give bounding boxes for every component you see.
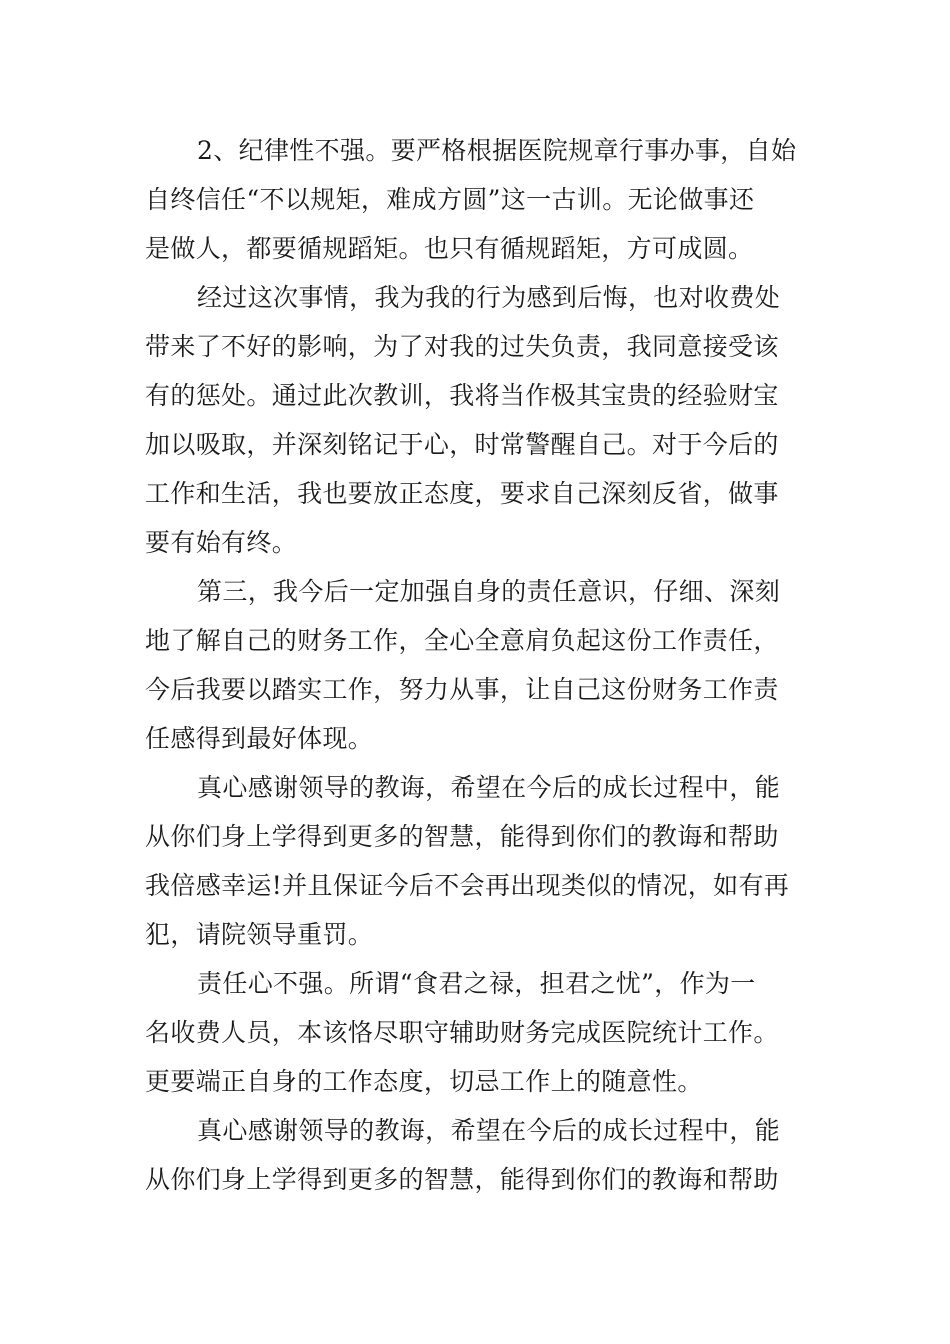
text-line: 真心感谢领导的教诲，希望在今后的成长过程中，能 — [197, 1116, 781, 1145]
text-line: 犯，请院领导重罚。 — [145, 920, 374, 949]
text-line: 是做人，都要循规蹈矩。也只有循规蹈矩，方可成圆。 — [145, 234, 754, 263]
text-line: 任感得到最好体现。 — [145, 724, 374, 753]
text-line: 今后我要以踏实工作，努力从事，让自己这份财务工作责 — [145, 675, 779, 704]
text-line: 地了解自己的财务工作，全心全意肩负起这份工作责任， — [145, 626, 779, 655]
text-line: 真心感谢领导的教诲，希望在今后的成长过程中，能 — [197, 773, 781, 802]
text-line: 有的惩处。通过此次教训，我将当作极其宝贵的经验财宝 — [145, 381, 779, 410]
text-line: 自终信任“不以规矩，难成方圆”这一古训。无论做事还 — [145, 185, 755, 214]
text-line: 从你们身上学得到更多的智慧，能得到你们的教诲和帮助 — [145, 1165, 779, 1194]
text-line: 更要端正自身的工作态度，切忌工作上的随意性。 — [145, 1067, 703, 1096]
text-line: 2、纪律性不强。要严格根据医院规章行事办事，自始 — [197, 136, 797, 165]
text-line: 带来了不好的影响，为了对我的过失负责，我同意接受该 — [145, 332, 779, 361]
text-line: 经过这次事情，我为我的行为感到后悔，也对收费处 — [197, 283, 781, 312]
text-line: 加以吸取，并深刻铭记于心，时常警醒自己。对于今后的 — [145, 430, 779, 459]
paragraph-gratitude-repeat — [145, 1106, 807, 1204]
paragraph-gratitude — [145, 763, 807, 959]
text-line: 第三，我今后一定加强自身的责任意识，仔细、深刻 — [197, 577, 781, 606]
text-line: 我倍感幸运!并且保证今后不会再出现类似的情况，如有再 — [145, 871, 790, 900]
text-line: 责任心不强。所谓“食君之禄，担君之忧”，作为一 — [197, 969, 756, 998]
text-line: 从你们身上学得到更多的智慧，能得到你们的教诲和帮助 — [145, 822, 779, 851]
paragraph-duty — [145, 959, 807, 1106]
text-line: 工作和生活，我也要放正态度，要求自己深刻反省，做事 — [145, 479, 779, 508]
paragraph-regret — [145, 273, 807, 567]
text-line: 要有始有终。 — [145, 528, 298, 557]
text-line: 名收费人员，本该恪尽职守辅助财务完成医院统计工作。 — [145, 1018, 779, 1047]
paragraph-responsibility — [145, 567, 807, 763]
document-body — [145, 126, 807, 1204]
paragraph-discipline — [145, 126, 807, 273]
